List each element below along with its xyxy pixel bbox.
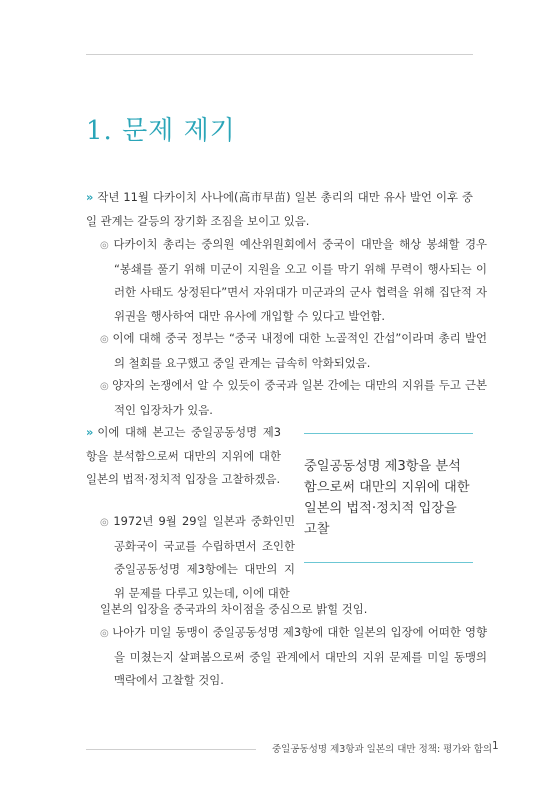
circle-bullet-icon: ◎ xyxy=(100,381,110,392)
study-paragraph xyxy=(86,421,281,492)
double-arrow-icon: » xyxy=(86,190,92,204)
circle-bullet-icon: ◎ xyxy=(100,240,111,251)
intro-bullet-2: ◎ 이에 대해 중국 정부는 “중국 내정에 대한 노골적인 간섭”이라며 총리 발언의 철회를 요구했고 중일 관계는 급속히 악화되었음. xyxy=(100,331,487,370)
study-text: 이에 대해 본고는 중일공동성명 제3항을 분석함으로써 대만의 지위에 대한 일본의 법적·정치적 입장을 고찰하겠음. xyxy=(86,425,281,486)
footer-rule xyxy=(86,749,256,750)
section-title: 1. 문제 제기 xyxy=(86,116,236,146)
study-bullet-1-continued: 일본의 입장을 중국과의 차이점을 중심으로 밝힐 것임. xyxy=(100,602,368,616)
intro-bullet-1: ◎ 다카이치 총리는 중의원 예산위원회에서 중국이 대만을 해상 봉쇄할 경우 “봉쇄를 풀기 위해 미군이 지원을 오고 이를 막기 위해 무력이 행사되는 이러한 사태도 상정된다”면서 자위대가 미군과의 군사 협력을 위해 집단적 자위권을 행사하여 대만 유사에 개입할 수 있다고 발언함. xyxy=(100,237,487,323)
intro-paragraph xyxy=(86,186,473,233)
footer-title: 중일공동성명 제3항과 일본의 대만 정책: 평가와 함의 xyxy=(272,744,493,755)
intro-bullet-3: ◎ 양자의 논쟁에서 알 수 있듯이 중국과 일본 간에는 대만의 지위를 두고 근본적인 입장차가 있음. xyxy=(100,378,487,417)
study-bullet-1: ◎ 1972년 9월 29일 일본과 중화인민공화국이 국교를 수립하면서 조인한 중일공동성명 제3항에는 대만의 지위 문제를 다루고 있는데, 이에 대한 xyxy=(100,514,296,600)
circle-bullet-icon: ◎ xyxy=(100,628,110,639)
double-arrow-icon: » xyxy=(86,425,92,439)
header-rule xyxy=(86,54,473,55)
pull-quote-box xyxy=(304,433,473,563)
intro-text: 작년 11월 다카이치 사나에(高市早苗) 일본 총리의 대만 유사 발언 이후 중일 관계는 갈등의 장기화 조짐을 보이고 있음. xyxy=(86,190,473,228)
pull-quote-text: 중일공동성명 제3항을 분석함으로써 대만의 지위에 대한 일본의 법적·정치적 입장을 고찰 xyxy=(304,459,470,537)
circle-bullet-icon: ◎ xyxy=(100,334,110,345)
page-number: 1 xyxy=(492,740,499,752)
study-bullet-2: ◎ 나아가 미일 동맹이 중일공동성명 제3항에 대한 일본의 입장에 어떠한 영향을 미쳤는지 살펴봄으로써 중일 관계에서 대만의 지위 문제를 미일 동맹의 맥락에서 고찰할 것임. xyxy=(100,625,487,687)
circle-bullet-icon: ◎ xyxy=(100,517,111,528)
